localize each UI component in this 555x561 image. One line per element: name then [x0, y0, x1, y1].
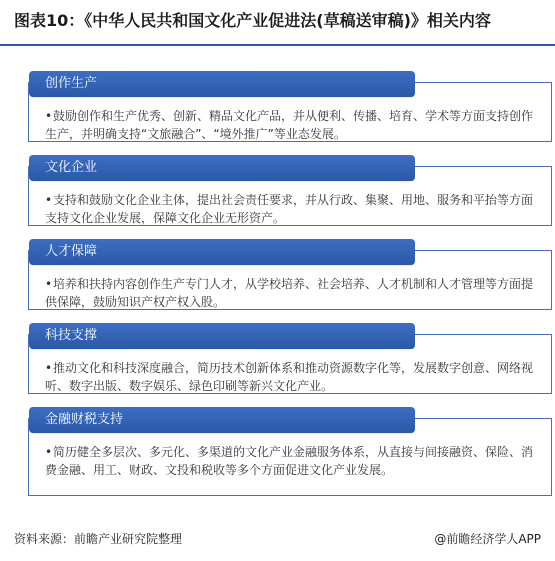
section-header-label: 人才保障	[45, 244, 98, 259]
section-header	[29, 407, 415, 433]
section-talent-guarantee	[28, 244, 552, 310]
section-text: 推动文化和科技深度融合，简历技术创新体系和推动资源数字化等，发展数字创意、网络视听、数字出版、数字娱乐、绿色印刷等新兴文化产业。	[45, 361, 534, 393]
bullet-marker: •	[45, 277, 53, 291]
section-text: 支持和鼓励文化企业主体，提出社会责任要求，并从行政、集聚、用地、服务和平抬等方面支持文化企业发展，保障文化企业无形资产。	[45, 193, 534, 225]
section-body	[45, 107, 537, 143]
section-body	[45, 275, 537, 311]
section-text: 鼓励创作和生产优秀、创新、精品文化产品，并从便利、传播、培育、学术等方面支持创作生产，并明确支持“文旅融合”、“境外推广”等业态发展。	[45, 109, 534, 141]
section-header-label: 科技支撑	[45, 328, 98, 343]
section-cultural-enterprises	[28, 160, 552, 226]
section-header-label: 文化企业	[45, 160, 98, 175]
bullet-marker: •	[45, 445, 53, 459]
section-tech-support	[28, 328, 552, 394]
bullet-marker: •	[45, 193, 53, 207]
brand-note: @前瞻经济学人APP	[434, 532, 541, 546]
section-header	[29, 323, 415, 349]
section-body	[45, 359, 537, 395]
section-header	[29, 155, 415, 181]
chart-title: 图表10：《中华人民共和国文化产业促进法(草稿送审稿)》相关内容	[14, 11, 491, 30]
section-header	[29, 71, 415, 97]
section-finance-tax-support	[28, 412, 552, 496]
section-body	[45, 443, 537, 479]
bullet-marker: •	[45, 109, 53, 123]
title-divider	[0, 44, 555, 46]
section-header	[29, 239, 415, 265]
section-text: 简历健全多层次、多元化、多渠道的文化产业金融服务体系，从直接与间接融资、保险、消费金融、用工、财政、文投和税收等多个方面促进文化产业发展。	[45, 445, 534, 477]
section-creation-production	[28, 76, 552, 142]
section-header-label: 金融财税支持	[45, 412, 124, 427]
section-body	[45, 191, 537, 227]
section-header-label: 创作生产	[45, 76, 98, 91]
source-note: 资料来源：前瞻产业研究院整理	[14, 532, 183, 546]
section-text: 培养和扶持内容创作生产专门人才，从学校培养、社会培养、人才机制和人才管理等方面提供保障，鼓励知识产权产权入股。	[45, 277, 534, 309]
bullet-marker: •	[45, 361, 53, 375]
